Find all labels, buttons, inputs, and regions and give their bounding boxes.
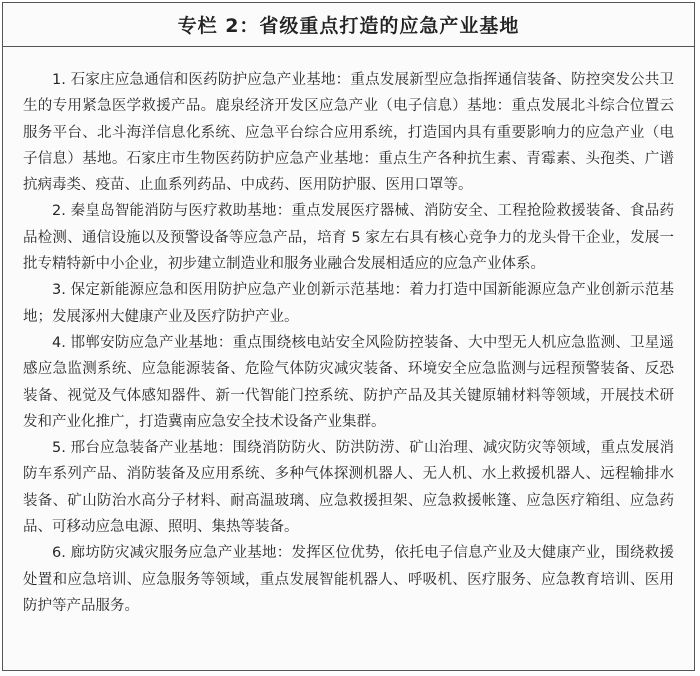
paragraph-handan: 4. 邯郸安防应急产业基地：重点围绕核电站安全风险防控装备、大中型无人机应急监测、卫星遥感应急监测系统、应急能源装备、危险气体防灾减灾装备、环境安全应急监测与远程预警装备、反恐装备、视觉及气体感知器件、新一代智能门控系统、防护产品及其关键原辅材料等领域，开展技术研发和产业化推广，打造冀南应急安全技术设备产业集群。 (23, 334, 674, 430)
paragraph-langfang: 6. 廊坊防灾减灾服务应急产业基地：发挥区位优势，依托电子信息产业及大健康产业，围绕救援处置和应急培训、应急服务等领域，重点发展智能机器人、呼吸机、医疗服务、应急教育培训、医用防护等产品服务。 (23, 545, 674, 614)
paragraph-xingtai: 5. 邢台应急装备产业基地：围绕消防防火、防洪防涝、矿山治理、减灾防灾等领域，重点发展消防车系列产品、消防装备及应用系统、多种气体探测机器人、无人机、水上救援机器人、远程输排水装备、矿山防治水高分子材料、耐高温玻璃、应急救援担架、应急救援帐篷、应急医疗箱组、应急药品、可移动应急电源、照明、集热等装备。 (23, 440, 674, 536)
paragraph-shijiazhuang: 1. 石家庄应急通信和医药防护应急产业基地：重点发展新型应急指挥通信装备、防控突发公共卫生的专用紧急医学救援产品。鹿泉经济开发区应急产业（电子信息）基地：重点发展北斗综合位置云服务平台、北斗海洋信息化系统、应急平台综合应用系统，打造国内具有重要影响力的应急产业（电子信息）基地。石家庄市生物医药防护应急产业基地：重点生产各种抗生素、青霉素、头孢类、广谱抗病毒类、疫苗、止血系列药品、中成药、医用防护服、医用口罩等。 (23, 72, 674, 194)
column-title: 专栏 2：省级重点打造的应急产业基地 (3, 3, 694, 47)
paragraph-qinhuangdao: 2. 秦皇岛智能消防与医疗救助基地：重点发展医疗器械、消防安全、工程抢险救援装备、食品药品检测、通信设施以及预警设备等应急产品，培育 5 家左右具有核心竞争力的龙头骨干企业，发展一批专精特新中小企业，初步建立制造业和服务业融合发展相适应的应急产业体系。 (23, 203, 674, 273)
column-box (2, 2, 695, 671)
paragraph-baoding: 3. 保定新能源应急和医用防护应急产业创新示范基地：着力打造中国新能源应急产业创新示范基地；发展涿州大健康产业及医疗防护产业。 (23, 282, 674, 325)
column-content (3, 47, 694, 619)
